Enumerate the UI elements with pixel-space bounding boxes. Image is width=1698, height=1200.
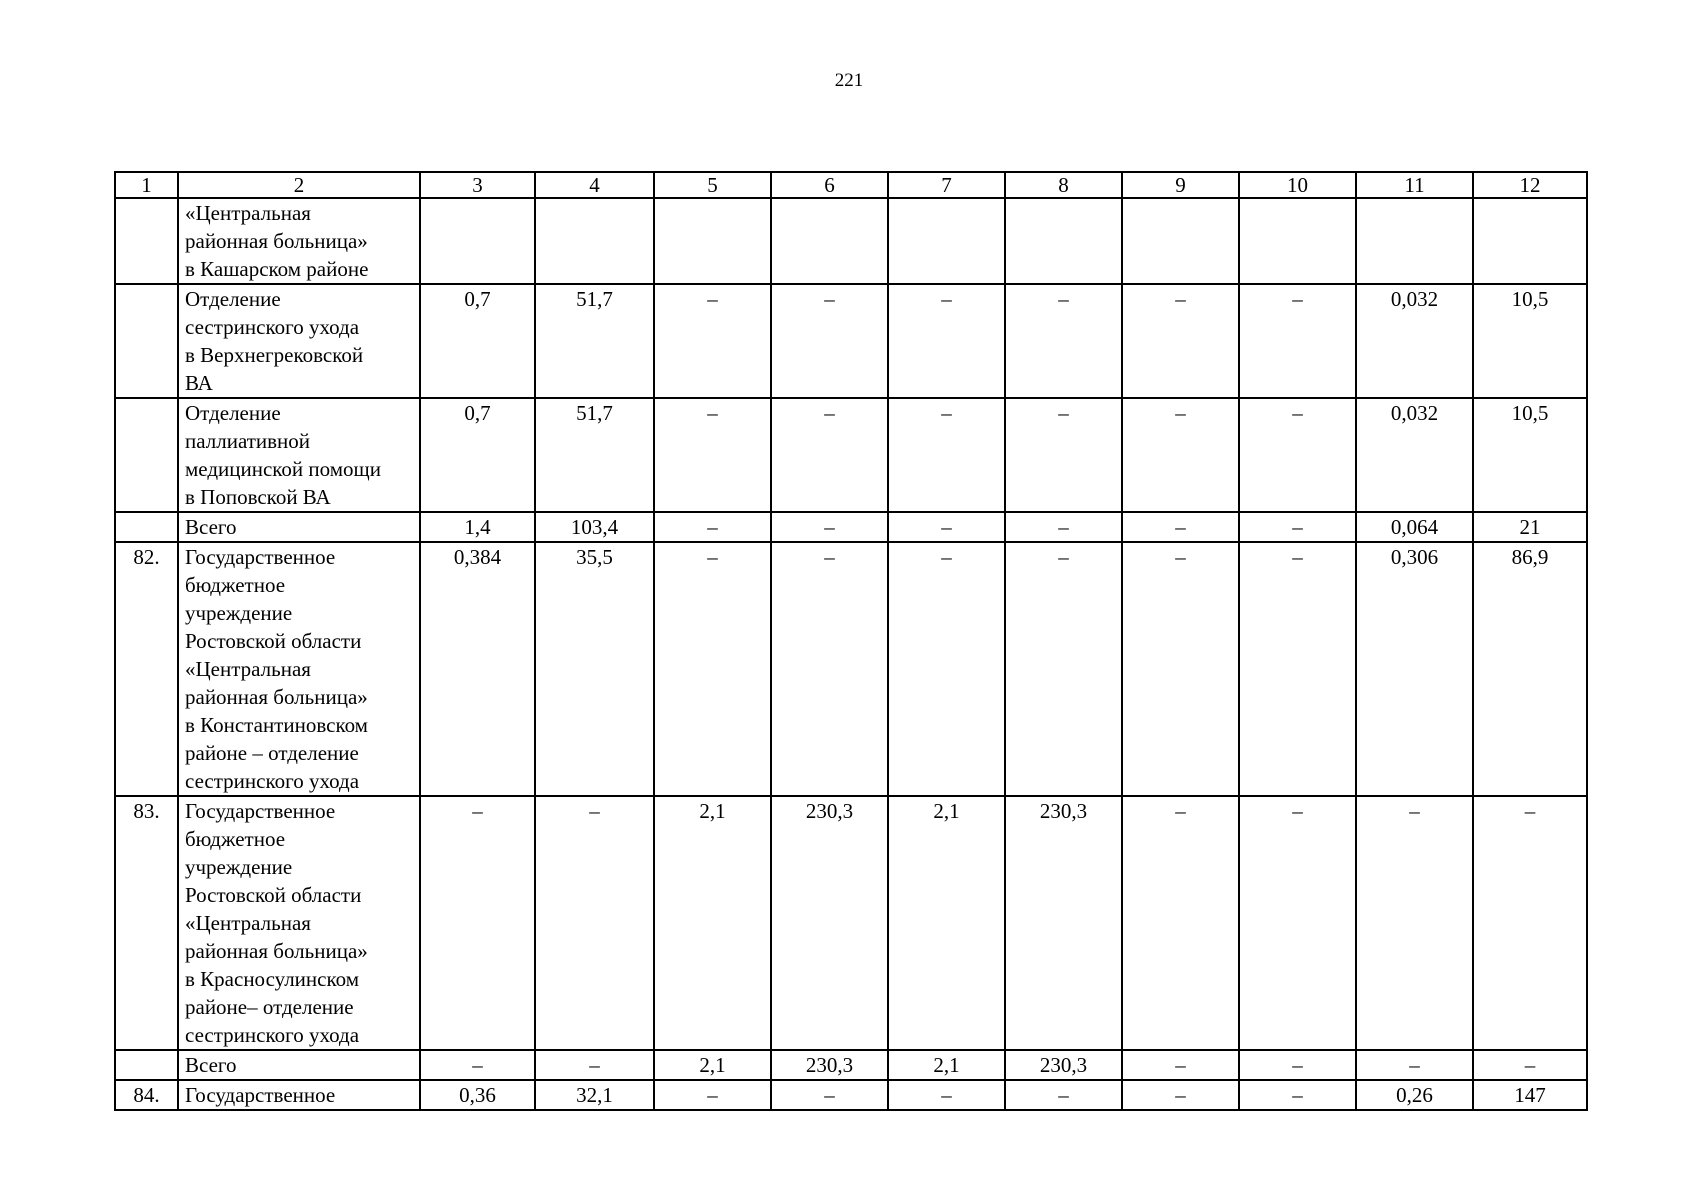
- value-cell: [420, 198, 535, 284]
- value-cell: –: [1005, 1080, 1122, 1110]
- value-cell: –: [1473, 796, 1587, 1050]
- value-cell: –: [1239, 796, 1356, 1050]
- value-cell: 10,5: [1473, 398, 1587, 512]
- value-cell: –: [535, 796, 654, 1050]
- value-cell: –: [1239, 284, 1356, 398]
- value-cell: [1356, 198, 1473, 284]
- value-cell: –: [1356, 1050, 1473, 1080]
- value-cell: –: [888, 1080, 1005, 1110]
- value-cell: –: [1239, 542, 1356, 796]
- value-cell: –: [1122, 284, 1239, 398]
- value-cell: 0,064: [1356, 512, 1473, 542]
- value-cell: –: [1122, 796, 1239, 1050]
- value-cell: [1239, 198, 1356, 284]
- institution-name: «Центральная районная больница» в Кашарском районе: [178, 198, 420, 284]
- value-cell: 0,26: [1356, 1080, 1473, 1110]
- value-cell: [1473, 198, 1587, 284]
- table-row: [115, 1080, 1587, 1110]
- institution-name: Всего: [178, 1050, 420, 1080]
- value-cell: 0,032: [1356, 284, 1473, 398]
- value-cell: 0,7: [420, 398, 535, 512]
- row-number: 83.: [115, 796, 178, 1050]
- header-cell: 5: [654, 172, 771, 198]
- row-number: 84.: [115, 1080, 178, 1110]
- header-cell: 8: [1005, 172, 1122, 198]
- value-cell: –: [1239, 1050, 1356, 1080]
- value-cell: 32,1: [535, 1080, 654, 1110]
- value-cell: –: [771, 284, 888, 398]
- header-cell: 3: [420, 172, 535, 198]
- value-cell: 51,7: [535, 284, 654, 398]
- value-cell: 230,3: [771, 1050, 888, 1080]
- value-cell: –: [1239, 398, 1356, 512]
- value-cell: 0,306: [1356, 542, 1473, 796]
- institution-name: Государственное бюджетное учреждение Ростовской области «Центральная районная больница» в Константиновском районе – отделение сестринского ухода: [178, 542, 420, 796]
- value-cell: [535, 198, 654, 284]
- value-cell: –: [1122, 542, 1239, 796]
- value-cell: –: [771, 512, 888, 542]
- header-cell: 1: [115, 172, 178, 198]
- row-number: [115, 1050, 178, 1080]
- header-cell: 7: [888, 172, 1005, 198]
- value-cell: –: [535, 1050, 654, 1080]
- value-cell: –: [888, 542, 1005, 796]
- value-cell: 103,4: [535, 512, 654, 542]
- value-cell: –: [888, 512, 1005, 542]
- value-cell: [1005, 198, 1122, 284]
- value-cell: –: [1005, 398, 1122, 512]
- table-row: [115, 512, 1587, 542]
- value-cell: –: [1473, 1050, 1587, 1080]
- header-cell: 6: [771, 172, 888, 198]
- institution-name: Отделение сестринского ухода в Верхнегрековской ВА: [178, 284, 420, 398]
- value-cell: 10,5: [1473, 284, 1587, 398]
- data-table: [114, 171, 1588, 1111]
- page-number: 221: [834, 70, 864, 91]
- value-cell: –: [654, 398, 771, 512]
- header-cell: 4: [535, 172, 654, 198]
- value-cell: 1,4: [420, 512, 535, 542]
- value-cell: –: [420, 1050, 535, 1080]
- value-cell: –: [1239, 512, 1356, 542]
- value-cell: 2,1: [888, 1050, 1005, 1080]
- value-cell: 230,3: [1005, 1050, 1122, 1080]
- value-cell: –: [654, 1080, 771, 1110]
- value-cell: [771, 198, 888, 284]
- header-cell: 11: [1356, 172, 1473, 198]
- value-cell: –: [1122, 1050, 1239, 1080]
- value-cell: 35,5: [535, 542, 654, 796]
- row-number: [115, 284, 178, 398]
- value-cell: –: [771, 1080, 888, 1110]
- value-cell: –: [771, 398, 888, 512]
- header-cell: 9: [1122, 172, 1239, 198]
- row-number: [115, 512, 178, 542]
- table-row: [115, 542, 1587, 796]
- value-cell: 0,384: [420, 542, 535, 796]
- header-cell: 10: [1239, 172, 1356, 198]
- value-cell: –: [420, 796, 535, 1050]
- value-cell: –: [654, 284, 771, 398]
- value-cell: –: [1239, 1080, 1356, 1110]
- value-cell: –: [1356, 796, 1473, 1050]
- value-cell: 2,1: [654, 1050, 771, 1080]
- value-cell: 230,3: [771, 796, 888, 1050]
- value-cell: –: [1122, 1080, 1239, 1110]
- value-cell: 51,7: [535, 398, 654, 512]
- institution-name: Государственное бюджетное учреждение Ростовской области «Центральная районная больница» в Красносулинском районе– отделение сестринского ухода: [178, 796, 420, 1050]
- value-cell: 2,1: [888, 796, 1005, 1050]
- value-cell: [654, 198, 771, 284]
- header-row: [115, 172, 1587, 198]
- value-cell: –: [888, 284, 1005, 398]
- table-body: [115, 172, 1587, 1110]
- value-cell: –: [771, 542, 888, 796]
- header-cell: 12: [1473, 172, 1587, 198]
- table-row: [115, 1050, 1587, 1080]
- table-row: [115, 398, 1587, 512]
- value-cell: –: [888, 398, 1005, 512]
- row-number: [115, 198, 178, 284]
- institution-name: Государственное: [178, 1080, 420, 1110]
- value-cell: [888, 198, 1005, 284]
- value-cell: 0,7: [420, 284, 535, 398]
- value-cell: 0,36: [420, 1080, 535, 1110]
- table-row: [115, 198, 1587, 284]
- value-cell: 0,032: [1356, 398, 1473, 512]
- value-cell: –: [654, 512, 771, 542]
- header-cell: 2: [178, 172, 420, 198]
- value-cell: 21: [1473, 512, 1587, 542]
- table-row: [115, 796, 1587, 1050]
- institution-name: Отделение паллиативной медицинской помощи в Поповской ВА: [178, 398, 420, 512]
- row-number: [115, 398, 178, 512]
- institution-name: Всего: [178, 512, 420, 542]
- value-cell: 230,3: [1005, 796, 1122, 1050]
- value-cell: –: [1122, 398, 1239, 512]
- value-cell: –: [654, 542, 771, 796]
- row-number: 82.: [115, 542, 178, 796]
- value-cell: [1122, 198, 1239, 284]
- value-cell: –: [1005, 542, 1122, 796]
- value-cell: 86,9: [1473, 542, 1587, 796]
- value-cell: –: [1005, 512, 1122, 542]
- value-cell: 2,1: [654, 796, 771, 1050]
- value-cell: –: [1005, 284, 1122, 398]
- value-cell: –: [1122, 512, 1239, 542]
- table-row: [115, 284, 1587, 398]
- value-cell: 147: [1473, 1080, 1587, 1110]
